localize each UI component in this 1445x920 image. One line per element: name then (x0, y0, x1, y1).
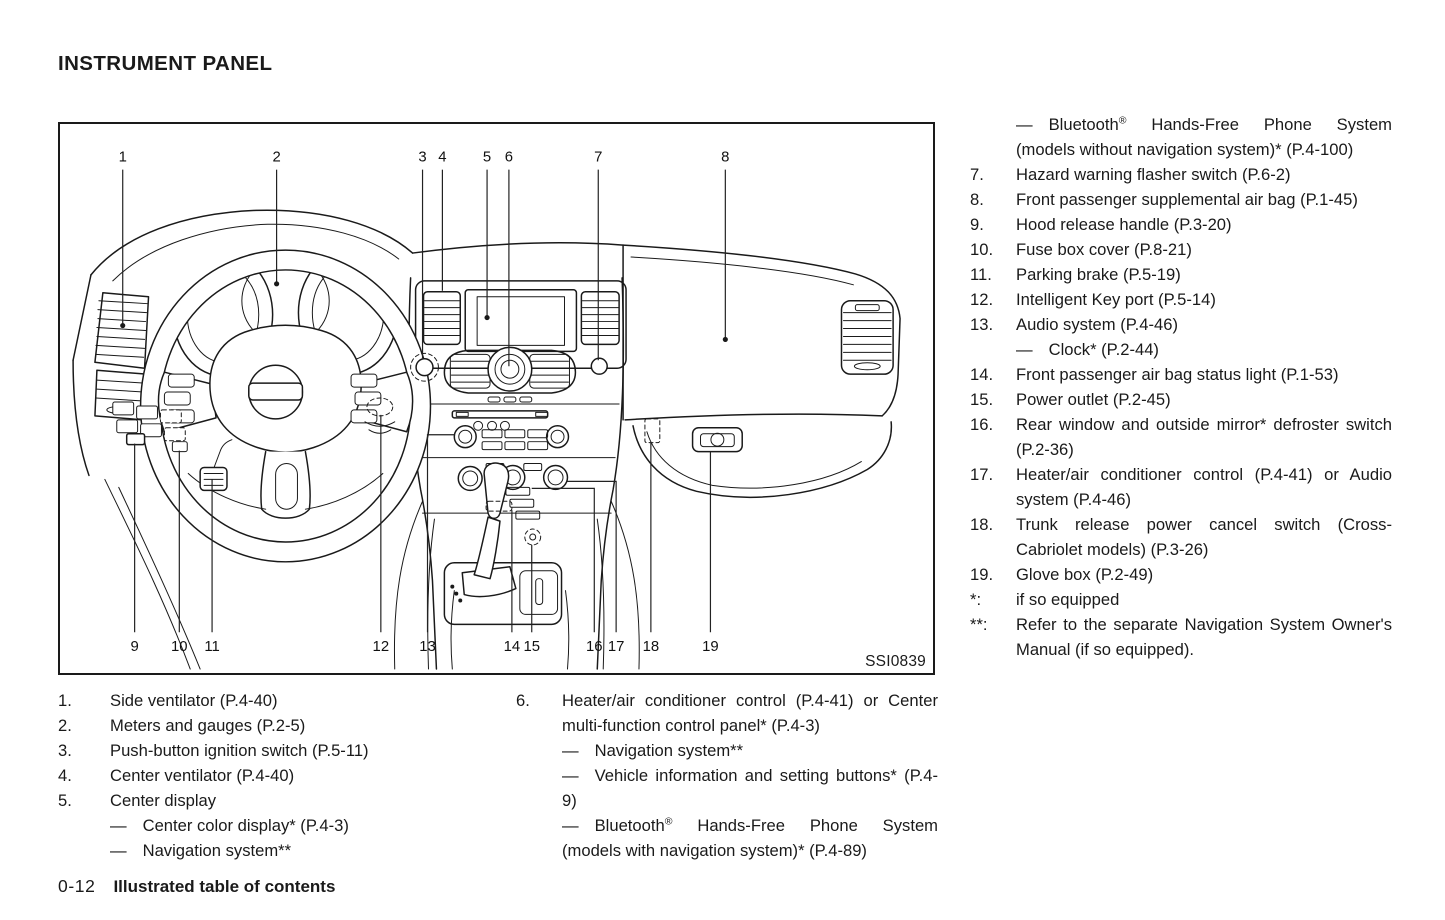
callout-label: 12 (372, 639, 390, 656)
legend-item (970, 462, 1394, 512)
callout-label: 17 (607, 639, 625, 656)
audio-system-unit (452, 411, 568, 450)
legend-item (970, 387, 1394, 412)
legend-item-line: Center display (110, 791, 217, 810)
legend-item-line: Front passenger air bag status light (P.1-53) (1016, 365, 1339, 384)
legend-item-text (110, 763, 510, 788)
callout-label: 13 (419, 639, 436, 656)
legend-item-text (1016, 287, 1392, 312)
trunk-release-switch-marker (645, 419, 660, 443)
legend-item-text (1016, 562, 1392, 587)
legend-item-text (1016, 462, 1392, 512)
legend-column-right (970, 112, 1394, 662)
legend-item-text (1016, 612, 1392, 662)
callout-label: 18 (642, 639, 660, 656)
legend-item (970, 362, 1394, 387)
callout-label: 15 (523, 639, 541, 656)
legend-item-number: 1. (58, 691, 72, 710)
glove-box (645, 419, 742, 452)
legend-item (970, 187, 1394, 212)
legend-item-line: Side ventilator (P.4-40) (110, 691, 278, 710)
callout-label: 3 (418, 149, 427, 166)
legend-subitem: — Center color display* (P.4-3) (110, 816, 349, 835)
legend-item (970, 237, 1394, 262)
legend-item (58, 763, 510, 788)
center-vent-right (581, 292, 619, 345)
legend-item-number: 6. (516, 691, 530, 710)
legend-item-number: 8. (970, 190, 984, 209)
legend-item-text (1016, 162, 1392, 187)
legend-subitem: — Vehicle information and setting buttons* (P.4-9) (562, 766, 938, 810)
callout-label: 16 (586, 639, 603, 656)
legend-item-number: 9. (970, 215, 984, 234)
legend-item-line: Front passenger supplemental air bag (P.1-45) (1016, 190, 1358, 209)
power-outlet-marker (525, 529, 541, 545)
legend-item-line: Push-button ignition switch (P.5-11) (110, 741, 369, 760)
callout-label: 11 (204, 639, 220, 656)
legend-item-number: 17. (970, 465, 994, 484)
legend-item-number: 14. (970, 365, 994, 384)
legend-item-number: 10. (970, 240, 994, 259)
legend-item-text (110, 688, 510, 713)
legend-item-line: Center ventilator (P.4-40) (110, 766, 295, 785)
legend-subitem: — Navigation system** (110, 841, 292, 860)
legend-item-line: if so equipped (1016, 590, 1120, 609)
dash-marker: — (1016, 340, 1033, 359)
legend-subitem: — Clock* (P.2-44) (1016, 340, 1159, 359)
legend-subitem: — Bluetooth® Hands-Free Phone System (models without navigation system)* (P.4-100) (1016, 114, 1392, 159)
legend-item-number: **: (970, 615, 988, 634)
registered-mark: ® (1118, 114, 1127, 127)
instrument-panel-figure (58, 122, 935, 675)
legend-item-text (1016, 587, 1392, 612)
legend-item-text (1016, 387, 1392, 412)
legend-item-line: Heater/air conditioner control (P.4-41) or Audio system (P.4-46) (1016, 465, 1392, 509)
legend-item-number: 19. (970, 565, 994, 584)
radio-control-panel (444, 347, 575, 402)
legend-item-text (110, 788, 510, 863)
legend-item-number: 16. (970, 415, 994, 434)
callout-label: 8 (721, 149, 730, 166)
legend-item-line: Heater/air conditioner control (P.4-41) or Center multi-function control panel* (P.4-3) (562, 691, 938, 735)
nissan-logo (249, 365, 303, 419)
page-title: INSTRUMENT PANEL (58, 52, 273, 75)
legend-item-line: Power outlet (P.2-45) (1016, 390, 1171, 409)
callout-label: 7 (594, 149, 603, 166)
legend-item-text (1016, 312, 1392, 362)
callout-label: 19 (702, 639, 719, 656)
callout-label: 14 (503, 639, 521, 656)
legend-item-number: *: (970, 590, 982, 609)
legend-item-number: 12. (970, 290, 994, 309)
callout-label: 10 (171, 639, 188, 656)
legend-item-line: Audio system (P.4-46) (1016, 315, 1179, 334)
legend-item-text (1016, 237, 1392, 262)
legend-item-number: 15. (970, 390, 994, 409)
page-footer (58, 876, 335, 897)
legend-item-text (1016, 112, 1392, 162)
legend-item-text (110, 713, 510, 738)
legend-item-line: Fuse box cover (P.8-21) (1016, 240, 1192, 259)
passenger-side-vent (841, 301, 893, 374)
dash-marker: — (1016, 115, 1033, 134)
legend-item (58, 713, 510, 738)
legend-item-text (1016, 362, 1392, 387)
legend-item-number: 4. (58, 766, 72, 785)
dash-marker: — (562, 816, 579, 835)
legend-item (970, 587, 1394, 612)
legend-item (970, 412, 1394, 462)
dash-marker: — (562, 741, 579, 760)
legend-item (970, 287, 1394, 312)
legend-item (970, 162, 1394, 187)
legend-column-middle (516, 688, 938, 863)
legend-item-text (110, 738, 510, 763)
dash-marker: — (562, 766, 579, 785)
callout-label: 1 (118, 149, 127, 166)
center-vent-left (424, 292, 461, 345)
climate-control-panel (458, 464, 567, 520)
legend-column-left (58, 688, 510, 863)
legend-item-line: Meters and gauges (P.2-5) (110, 716, 306, 735)
callout-label: 9 (130, 639, 139, 656)
legend-item-text (1016, 187, 1392, 212)
callout-label: 6 (504, 149, 514, 166)
legend-item (970, 312, 1394, 362)
legend-item-number: 11. (970, 265, 992, 284)
legend-item (970, 512, 1394, 562)
legend-item (970, 562, 1394, 587)
legend-item-text (1016, 262, 1392, 287)
legend-item (58, 738, 510, 763)
fuse-box-cover (172, 442, 187, 452)
legend-item-number: 13. (970, 315, 994, 334)
legend-item-line: Refer to the separate Navigation System Owner's Manual (if so equipped). (1016, 615, 1392, 659)
legend-item-text (1016, 212, 1392, 237)
legend-item-text (562, 688, 938, 863)
steering-wheel (141, 250, 431, 562)
callout-label: 5 (482, 149, 492, 166)
legend-item-number: 5. (58, 791, 72, 810)
dash-marker: — (110, 841, 127, 860)
climate-knob-right (544, 466, 568, 490)
legend-subitem: — Bluetooth® Hands-Free Phone System (models with navigation system)* (P.4-89) (562, 815, 938, 860)
legend-item-number: 2. (58, 716, 72, 735)
legend-item (58, 688, 510, 713)
page-number: 0-12 (58, 876, 96, 896)
hood-release-handle (127, 434, 145, 445)
audio-knob-left (454, 426, 476, 448)
shift-lever (484, 463, 509, 518)
footer-section-title: Illustrated table of contents (113, 877, 336, 896)
legend-item (970, 262, 1394, 287)
legend-item (970, 612, 1394, 662)
legend-item-line: Trunk release power cancel switch (Cross-Cabriolet models) (P.3-26) (1016, 515, 1392, 559)
legend-item-line: Glove box (P.2-49) (1016, 565, 1154, 584)
legend-item-text (1016, 412, 1392, 462)
legend-item-number: 3. (58, 741, 72, 760)
audio-knob-right (547, 426, 569, 448)
legend-item-text (1016, 512, 1392, 562)
legend-item (58, 788, 510, 863)
callout-label: 4 (438, 149, 447, 166)
legend-item (970, 112, 1394, 162)
legend-item-line: Hazard warning flasher switch (P.6-2) (1016, 165, 1291, 184)
legend-item-number: 7. (970, 165, 984, 184)
legend-item (970, 212, 1394, 237)
legend-item-number (970, 112, 1016, 162)
legend-item-line: Hood release handle (P.3-20) (1016, 215, 1232, 234)
legend-item-line: Intelligent Key port (P.5-14) (1016, 290, 1216, 309)
figure-code: SSI0839 (865, 653, 926, 670)
legend-item-line: Rear window and outside mirror* defroster switch (P.2-36) (1016, 415, 1392, 459)
legend-subitem: — Navigation system** (562, 741, 744, 760)
legend-item-line: Parking brake (P.5-19) (1016, 265, 1181, 284)
instrument-panel-drawing (60, 124, 933, 673)
legend-item (516, 688, 938, 863)
dash-marker: — (110, 816, 127, 835)
center-display (465, 290, 576, 352)
registered-mark: ® (664, 815, 673, 828)
hazard-switch (591, 358, 607, 374)
legend-item-number: 18. (970, 515, 994, 534)
callout-label: 2 (272, 149, 281, 166)
